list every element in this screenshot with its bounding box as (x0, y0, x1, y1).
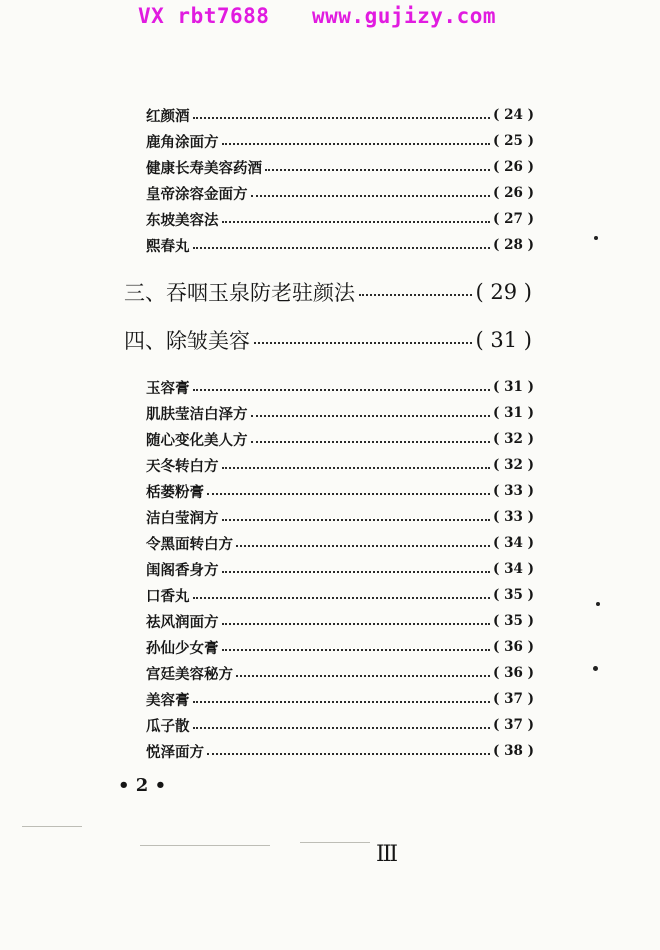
toc-entry-title: 宫廷美容秘方 (146, 665, 233, 683)
scan-line (300, 842, 370, 843)
toc-entry-title: 肌肤莹洁白泽方 (146, 405, 248, 423)
toc-entry-page: ( 35 ) (493, 613, 534, 629)
watermark-url: www.gujizy.com (312, 4, 497, 28)
toc-entry-title: 口香丸 (146, 587, 190, 605)
toc-entry-page: ( 34 ) (493, 561, 534, 577)
toc-entry-page: ( 38 ) (493, 743, 534, 759)
toc-leader-dots (222, 571, 491, 573)
toc-entry-title: 瓜子散 (146, 717, 190, 735)
scan-speck (594, 236, 598, 240)
toc-heading-page: ( 29 ) (475, 280, 532, 304)
toc-entry-page: ( 32 ) (493, 431, 534, 447)
toc-entry[interactable] (146, 636, 534, 658)
toc-entry-title: 随心变化美人方 (146, 431, 248, 449)
toc-leader-dots (222, 623, 491, 625)
toc-entry-page: ( 36 ) (493, 639, 534, 655)
toc-heading-title: 四、除皱美容 (124, 329, 250, 353)
toc-leader-dots (251, 195, 491, 197)
toc-leader-dots (207, 753, 490, 755)
toc-entry-title: 闺阁香身方 (146, 561, 219, 579)
toc-entry[interactable] (146, 714, 534, 736)
toc-entry[interactable] (146, 506, 534, 528)
toc-leader-dots (193, 247, 491, 249)
toc-entry[interactable] (146, 208, 534, 230)
toc-leader-dots (251, 441, 491, 443)
toc-entry-page: ( 27 ) (493, 211, 534, 227)
toc-entry-title: 鹿角涂面方 (146, 133, 219, 151)
toc-entry[interactable] (146, 402, 534, 424)
toc-leader-dots (254, 342, 472, 344)
toc-entry-page: ( 31 ) (493, 379, 534, 395)
toc-entry-title: 祛风润面方 (146, 613, 219, 631)
toc-entry[interactable] (146, 234, 534, 256)
toc-entry[interactable] (146, 688, 534, 710)
toc-entry-title: 熙春丸 (146, 237, 190, 255)
toc-entry-title: 悦泽面方 (146, 743, 204, 761)
toc-entry[interactable] (146, 558, 534, 580)
toc-leader-dots (193, 701, 491, 703)
toc-leader-dots (251, 415, 491, 417)
toc-entry[interactable] (146, 428, 534, 450)
toc-entry-title: 天冬转白方 (146, 457, 219, 475)
toc-entry-title: 红颜酒 (146, 107, 190, 125)
toc-entry-page: ( 37 ) (493, 717, 534, 733)
toc-leader-dots (236, 675, 490, 677)
toc-leader-dots (222, 649, 491, 651)
toc-leader-dots (222, 467, 491, 469)
toc-leader-dots (193, 597, 491, 599)
toc-heading-page: ( 31 ) (475, 328, 532, 352)
toc-entry-page: ( 28 ) (493, 237, 534, 253)
toc-entry[interactable] (146, 584, 534, 606)
toc-leader-dots (207, 493, 490, 495)
toc-entry[interactable] (146, 610, 534, 632)
toc-entry-page: ( 35 ) (493, 587, 534, 603)
toc-section-heading[interactable] (124, 323, 532, 357)
scan-line (22, 826, 82, 827)
toc-entry-page: ( 33 ) (493, 483, 534, 499)
scan-speck (596, 602, 600, 606)
toc-entry-page: ( 34 ) (493, 535, 534, 551)
toc-leader-dots (222, 221, 491, 223)
toc-entry-title: 令黑面转白方 (146, 535, 233, 553)
toc-entry-title: 美容膏 (146, 691, 190, 709)
toc-entry[interactable] (146, 156, 534, 178)
toc-entry-title: 健康长寿美容药酒 (146, 159, 262, 177)
toc-leader-dots (222, 519, 491, 521)
toc-heading-title: 三、吞咽玉泉防老驻颜法 (124, 281, 355, 305)
toc-leader-dots (222, 143, 491, 145)
toc-entry-page: ( 33 ) (493, 509, 534, 525)
toc-entry[interactable] (146, 376, 534, 398)
toc-entry[interactable] (146, 532, 534, 554)
toc-leader-dots (193, 727, 491, 729)
toc-leader-dots (359, 294, 472, 296)
toc-entry[interactable] (146, 130, 534, 152)
toc-entry-page: ( 24 ) (493, 107, 534, 123)
toc-entry-page: ( 36 ) (493, 665, 534, 681)
toc-entry-page: ( 25 ) (493, 133, 534, 149)
toc-leader-dots (193, 117, 491, 119)
toc-entry[interactable] (146, 182, 534, 204)
scan-speck (593, 666, 598, 671)
toc-entry[interactable] (146, 662, 534, 684)
toc-entry[interactable] (146, 740, 534, 762)
toc-entry[interactable] (146, 104, 534, 126)
toc-section-heading[interactable] (124, 275, 532, 309)
toc-entry-title: 孙仙少女膏 (146, 639, 219, 657)
page-number: • 2 • (118, 775, 167, 796)
toc-entry-page: ( 26 ) (493, 185, 534, 201)
toc-entry-page: ( 26 ) (493, 159, 534, 175)
watermark-contact: VX rbt7688 (138, 4, 270, 28)
footer-mark: III (376, 842, 397, 867)
toc-leader-dots (193, 389, 491, 391)
toc-entry-title: 东坡美容法 (146, 211, 219, 229)
toc-leader-dots (236, 545, 490, 547)
scan-line (140, 845, 270, 846)
toc-entry-title: 皇帝涂容金面方 (146, 185, 248, 203)
toc-entry-title: 栝蒌粉膏 (146, 483, 204, 501)
toc-entry-page: ( 31 ) (493, 405, 534, 421)
toc-entry-title: 洁白莹润方 (146, 509, 219, 527)
watermark (0, 2, 660, 28)
toc-entry-title: 玉容膏 (146, 379, 190, 397)
toc-entry-page: ( 37 ) (493, 691, 534, 707)
toc-entry[interactable] (146, 480, 534, 502)
toc-entry[interactable] (146, 454, 534, 476)
toc-entry-page: ( 32 ) (493, 457, 534, 473)
toc-leader-dots (265, 169, 490, 171)
